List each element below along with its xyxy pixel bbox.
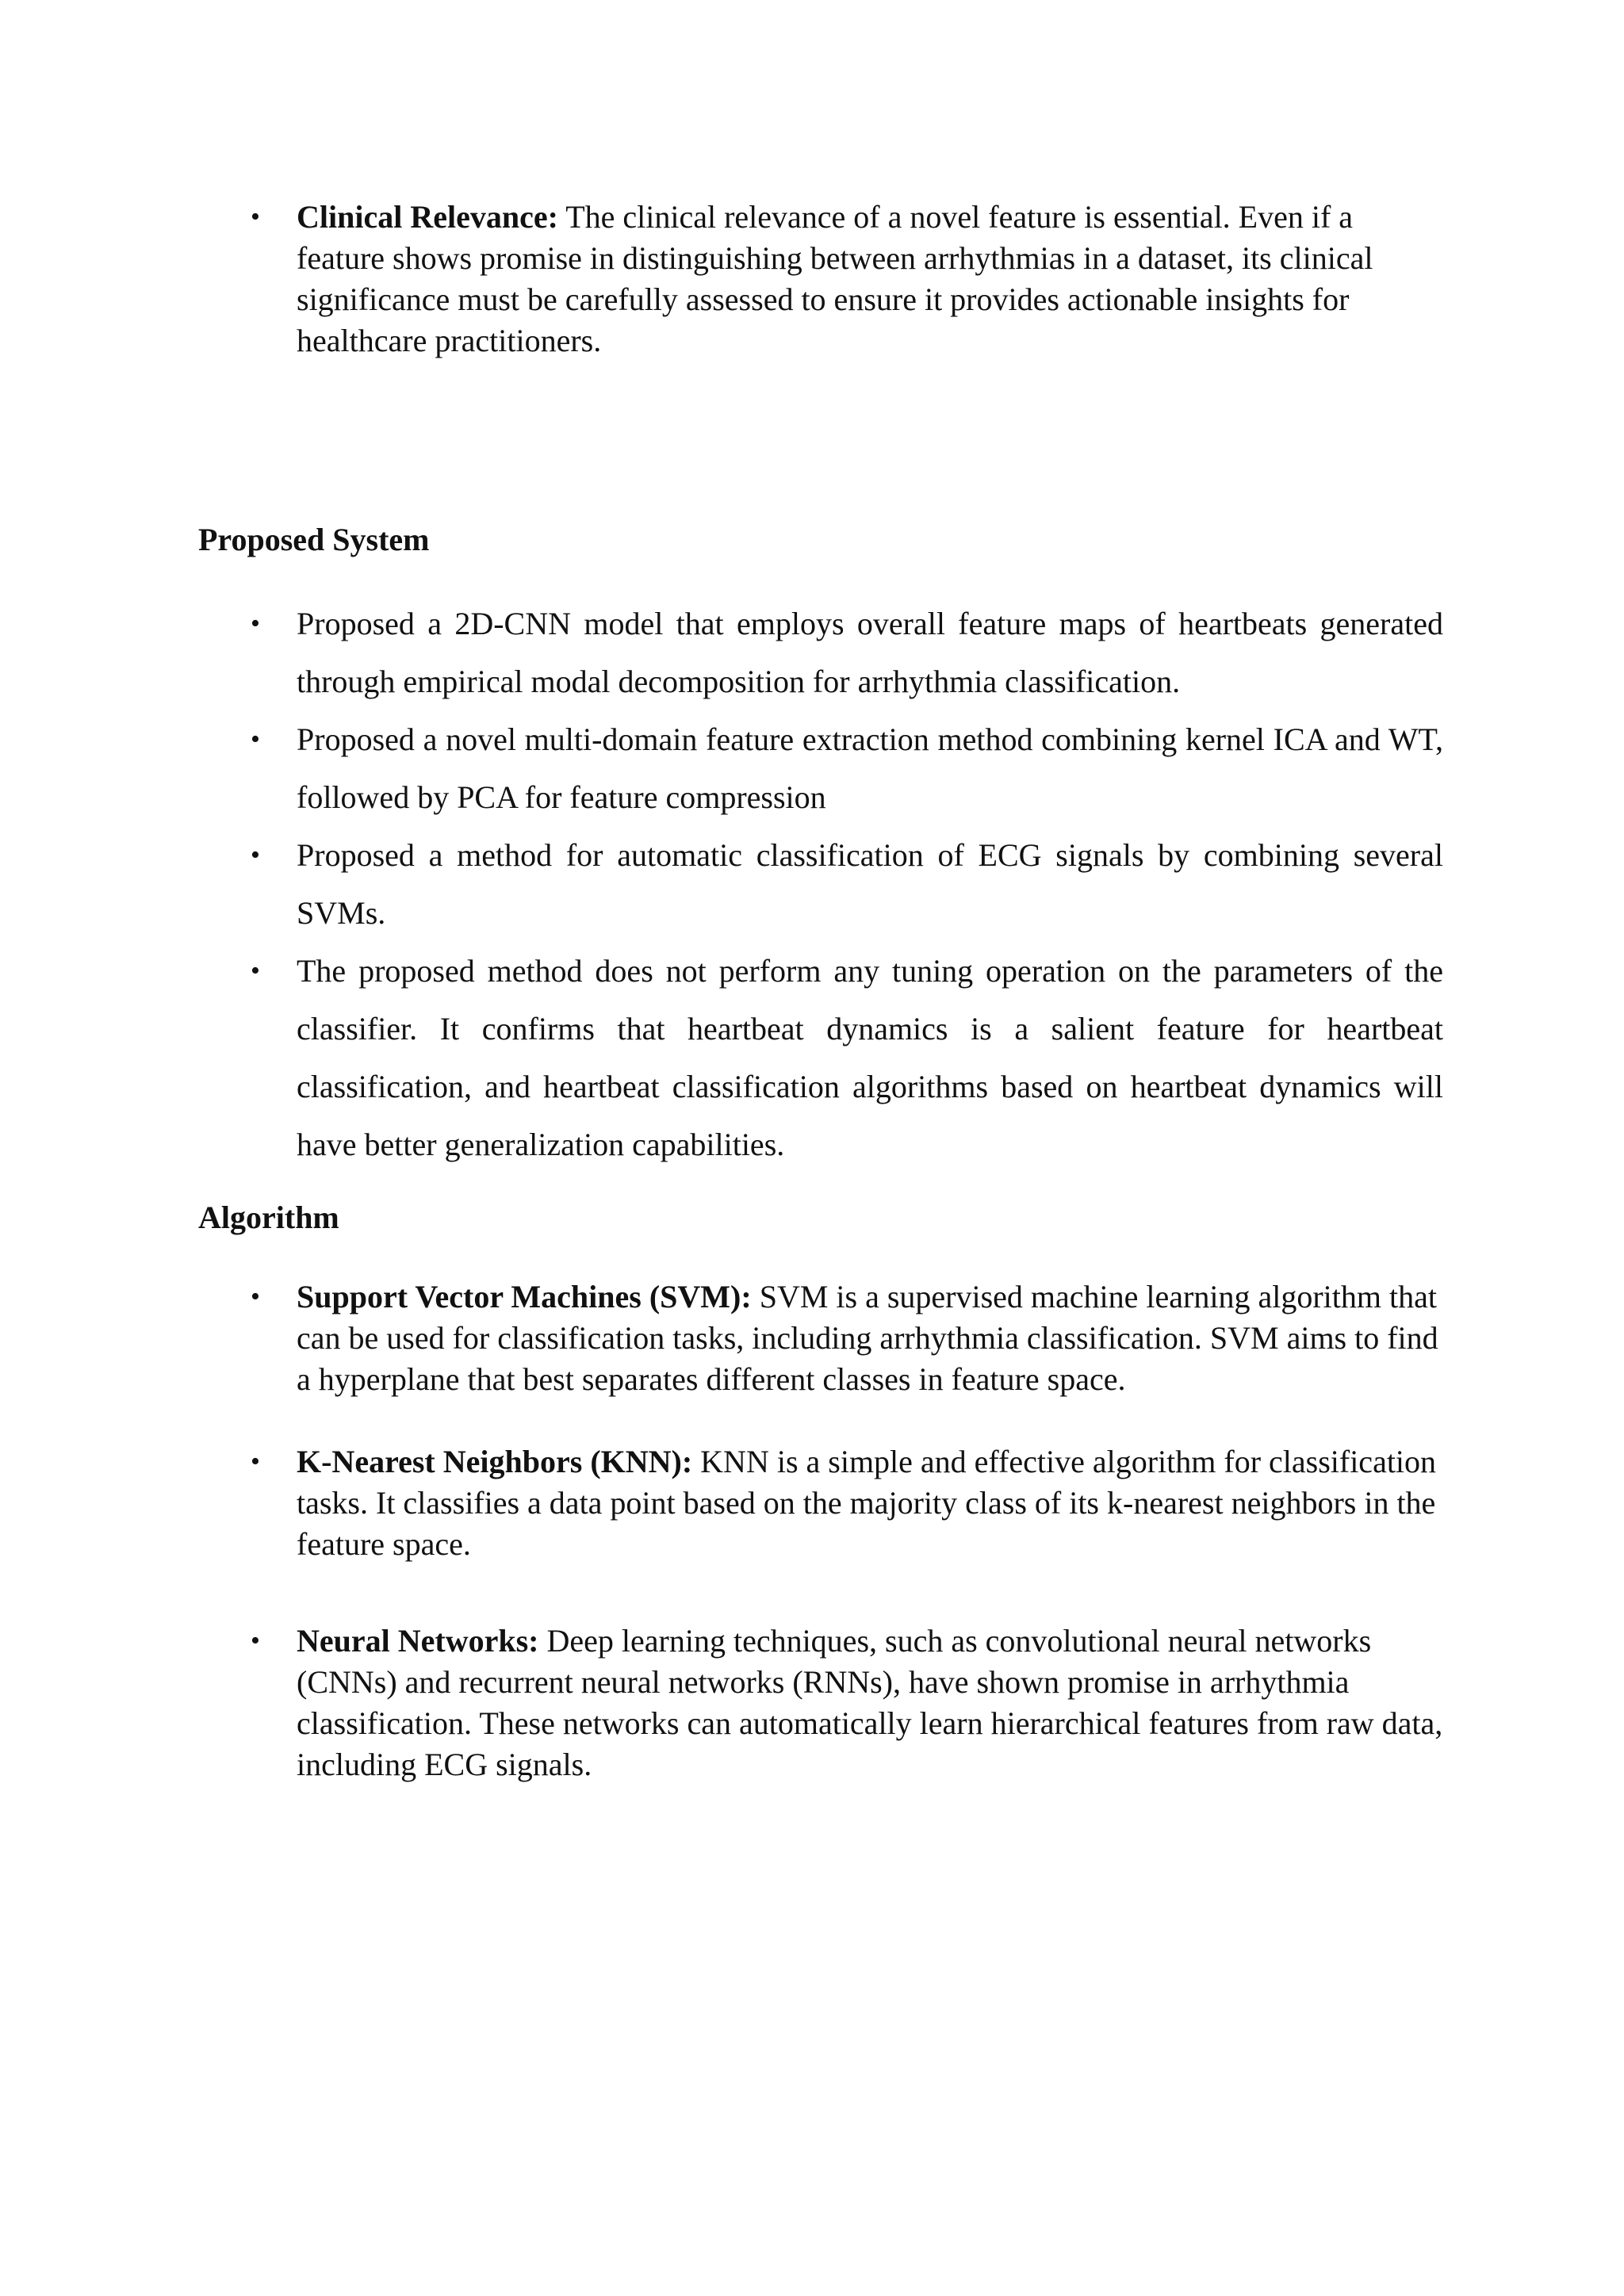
proposed-list bbox=[198, 595, 1443, 1173]
bullet-icon: • bbox=[251, 1282, 260, 1311]
clinical-text: The clinical relevance of a novel feature is essential. Even if a feature shows promise in distinguishing between arrhythmias in a dataset, its clinical significance must be carefully assessed to ensure it provides actionable insights for healthcare practitioners. bbox=[297, 199, 1373, 358]
list-item bbox=[198, 942, 1443, 1173]
proposed-item-text: The proposed method does not perform any tuning operation on the parameters of the classifier. It confirms that heartbeat dynamics is a salient feature for heartbeat classification, and heartbeat classification algorithms based on heartbeat dynamics will have better generalization capabilities. bbox=[297, 953, 1443, 1162]
proposed-system-heading: Proposed System bbox=[198, 522, 430, 557]
algorithm-list bbox=[198, 1276, 1443, 1785]
algorithm-section bbox=[198, 1197, 1443, 1785]
list-item bbox=[198, 1621, 1443, 1785]
proposed-system-section bbox=[198, 519, 1443, 1173]
list-item bbox=[198, 595, 1443, 710]
algorithm-item-title: Support Vector Machines (SVM): bbox=[297, 1279, 752, 1314]
bullet-icon: • bbox=[251, 1447, 260, 1476]
bullet-icon: • bbox=[251, 956, 260, 985]
clinical-relevance-section bbox=[198, 197, 1443, 362]
proposed-item-text: Proposed a method for automatic classification of ECG signals by combining several SVMs. bbox=[297, 837, 1443, 931]
list-item bbox=[198, 710, 1443, 826]
algorithm-item-title: K-Nearest Neighbors (KNN): bbox=[297, 1444, 693, 1479]
proposed-item-text: Proposed a novel multi-domain feature extraction method combining kernel ICA and WT, followed by PCA for feature compression bbox=[297, 721, 1443, 815]
list-item bbox=[198, 1441, 1443, 1565]
list-item bbox=[198, 826, 1443, 942]
list-item bbox=[198, 197, 1443, 362]
list-item bbox=[198, 1276, 1443, 1400]
bullet-icon: • bbox=[251, 609, 260, 638]
algorithm-item-text: SVM is a supervised machine learning algorithm that can be used for classification tasks, including arrhythmia classification. SVM aims to find a hyperplane that best separates different classes in feature space. bbox=[297, 1279, 1438, 1397]
proposed-item-text: Proposed a 2D-CNN model that employs overall feature maps of heartbeats generated through empirical modal decomposition for arrhythmia classification. bbox=[297, 606, 1443, 699]
bullet-icon: • bbox=[251, 202, 260, 232]
algorithm-item-text: Deep learning techniques, such as convolutional neural networks (CNNs) and recurrent neural networks (RNNs), have shown promise in arrhythmia classification. These networks can automatically learn hierarchical features from raw data, including ECG signals. bbox=[297, 1623, 1443, 1782]
bullet-icon: • bbox=[251, 1626, 260, 1655]
bullet-icon: • bbox=[251, 840, 260, 870]
clinical-list bbox=[198, 197, 1443, 362]
algorithm-heading: Algorithm bbox=[198, 1200, 339, 1235]
algorithm-item-text: KNN is a simple and effective algorithm for classification tasks. It classifies a data point based on the majority class of its k-nearest neighbors in the feature space. bbox=[297, 1444, 1437, 1562]
clinical-title: Clinical Relevance: bbox=[297, 199, 558, 235]
bullet-icon: • bbox=[251, 725, 260, 754]
algorithm-item-title: Neural Networks: bbox=[297, 1623, 539, 1659]
